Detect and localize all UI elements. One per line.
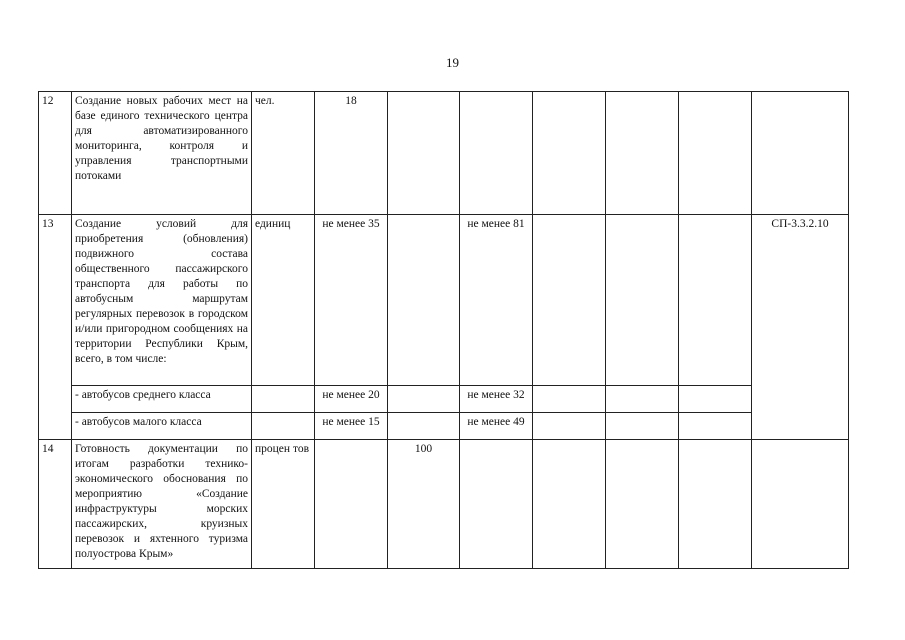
value-cell: не менее 20	[315, 386, 388, 413]
table-row	[39, 386, 849, 413]
row-number: 13	[39, 215, 72, 440]
value-cell	[388, 92, 460, 215]
value-cell	[388, 215, 460, 386]
value-cell	[388, 386, 460, 413]
unit-cell	[252, 413, 315, 440]
unit-cell: процен тов	[252, 440, 315, 569]
value-cell	[460, 92, 533, 215]
unit-cell	[252, 386, 315, 413]
indicator-description: Создание условий для приобретения (обновления) подвижного состава общественного пассажирского транспорта для работы по автобусным маршрутам регулярных перевозок в городском и/или пригородном сообщениях на территории Республики Крым, всего, в том числе:	[72, 215, 252, 386]
unit-cell: чел.	[252, 92, 315, 215]
page-number: 19	[446, 55, 459, 70]
value-cell	[606, 386, 679, 413]
value-cell: не менее 49	[460, 413, 533, 440]
value-cell	[606, 440, 679, 569]
value-cell	[533, 92, 606, 215]
table-row	[39, 440, 849, 569]
value-cell	[679, 413, 752, 440]
value-cell: не менее 81	[460, 215, 533, 386]
value-cell	[533, 215, 606, 386]
indicator-description: - автобусов малого класса	[72, 413, 252, 440]
value-cell	[533, 413, 606, 440]
indicator-description: Готовность документации по итогам разработки технико-экономического обоснования по мероприятию «Создание инфраструктуры морских пассажирских, круизных перевозок и яхтенного туризма полуострова Крым»	[72, 440, 252, 569]
value-cell	[388, 413, 460, 440]
row-number: 12	[39, 92, 72, 215]
code-cell	[752, 92, 849, 215]
value-cell: не менее 15	[315, 413, 388, 440]
code-cell	[752, 440, 849, 569]
value-cell	[679, 440, 752, 569]
value-cell	[533, 440, 606, 569]
code-cell: СП-3.3.2.10	[752, 215, 849, 440]
table-row	[39, 215, 849, 386]
value-cell	[679, 386, 752, 413]
table-row	[39, 92, 849, 215]
value-cell	[606, 92, 679, 215]
value-cell: 18	[315, 92, 388, 215]
value-cell: не менее 35	[315, 215, 388, 386]
value-cell	[606, 413, 679, 440]
value-cell	[315, 440, 388, 569]
value-cell: 100	[388, 440, 460, 569]
value-cell: не менее 32	[460, 386, 533, 413]
indicator-description: Создание новых рабочих мест на базе единого технического центра для автоматизированного мониторинга, контроля и управления транспортными потоками	[72, 92, 252, 215]
indicators-table	[38, 91, 849, 569]
unit-cell: единиц	[252, 215, 315, 386]
value-cell	[606, 215, 679, 386]
value-cell	[679, 92, 752, 215]
value-cell	[679, 215, 752, 386]
indicator-description: - автобусов среднего класса	[72, 386, 252, 413]
row-number: 14	[39, 440, 72, 569]
table-row	[39, 413, 849, 440]
value-cell	[460, 440, 533, 569]
value-cell	[533, 386, 606, 413]
